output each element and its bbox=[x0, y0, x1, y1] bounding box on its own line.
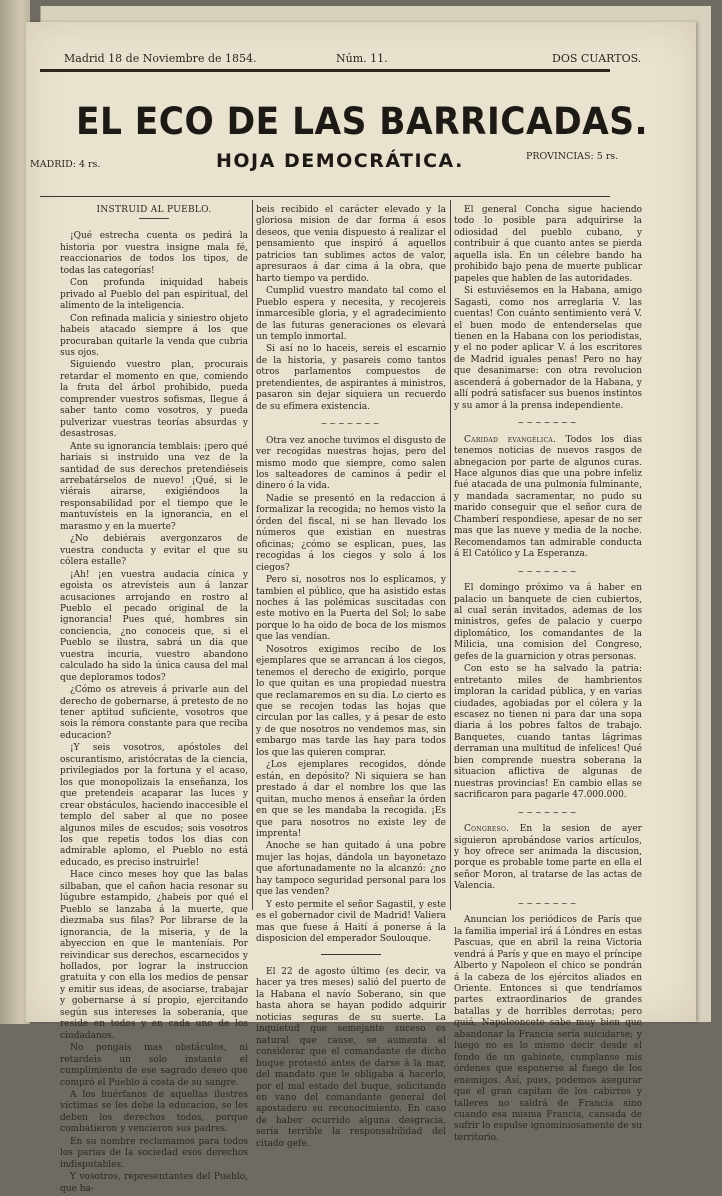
column-rule bbox=[450, 200, 451, 910]
paragraph: No pongais mas obstáculos, ni retardeis un solo instante el cumplimiento de ese sagrado deseo que compró el Pueblo á costa de su sangre. bbox=[60, 1043, 248, 1088]
section-label: Congreso. bbox=[464, 824, 510, 835]
paragraph: El general Concha sigue haciendo todo lo posible para adquirirse la odiosidad del pueblo cubano, y contribuir á que cuanto antes se pierda aquella isla. En un célebre bando ha prohibido bajo pena de muerte publicar papeles que hablen de las autoridades. bbox=[454, 205, 642, 284]
column-1 bbox=[60, 205, 248, 1196]
paragraph: Hace cinco meses hoy que las balas silbaban, que el cañon hacia resonar su lúgubre estampido, ¿habeis por qué el Pueblo se lanzaba á la muerte, que diezmaba sus filas? Por librarse de la ignorancia, de la miseria, y de la abyeccion en que le manteníais. Por reivindicar sus derechos, escarnecidos y hollados, por lograr la instruccion gratuita y con ella los medios de pensar y emitir sus ideas, de asociarse, trabajar y gobernarse á sí propio, ejercitando según sus intereses la soberanía, que reside en todos y en cada uno de los ciudadanos. bbox=[60, 870, 248, 1041]
paragraph bbox=[454, 824, 642, 893]
divider bbox=[256, 950, 446, 961]
paragraph: Y esto permite el señor Sagastil, y este es el gobernador civil de Madrid! Valiera mas que fuese á Haití á ponerse á la disposicion del emperador Soulouque. bbox=[256, 899, 446, 945]
paragraph: ¡Qué estrecha cuenta os pedirá la historia por vuestra insigne mala fé, reaccionarios de todos los tipos, de todas las categorías! bbox=[60, 231, 248, 276]
header-divider bbox=[40, 196, 610, 197]
ornament-divider: ~~~~~~~ bbox=[320, 419, 382, 429]
paragraph: Nosotros exigimos recibo de los ejemplares que se arrancan á los ciegos, tenemos el derecho de exigirlo, porque lo que quitan es una propiedad nuestra que reclamaremos en su dia. Lo cierto es que se recojen todas las hojas que circulan por las calles, y á pesar de esto y de que nosotros no vendemos mas, sin embargo mas tarde las hay para todos los que las quieren comprar. bbox=[256, 644, 446, 758]
paragraph: Siguiendo vuestro plan, procurais retardar el momento en que, comiendo la fruta del árbol prohibido, pueda comprender vuestros sofismas, llegue á saber tanto como vosotros, y pueda pulverizar vuestras teorías absurdas y desastrosas. bbox=[60, 360, 248, 440]
issue-price: DOS CUARTOS. bbox=[552, 52, 642, 65]
paragraph: ¿No debiérais avergonzaros de vuestra conducta y evitar el que su cólera estalle? bbox=[60, 534, 248, 568]
paragraph: Nadie se presentó en la redaccion á formalizar la recogida; no hemos visto la órden del fiscal, ni se han llevado los números que existian en nuestras oficinas; ¿cómo se esplican, pues, las recogidas á los ciegos y solo á los ciegos? bbox=[256, 493, 446, 573]
section-label: Caridad evangélica. bbox=[464, 434, 557, 445]
paragraph: El 22 de agosto último (es decir, va hacer ya tres meses) salió del puerto de la Habana el navío Soberano, sin que hasta ahora se hayan podido adquirir noticias seguras de su suerte. La inquietud que semejante suceso es natural que cause, se aumenta al considerar que el comandante de dicho buque protestó antes de darse á la mar, del mandato que le obligaba á hacerlo, por el mal estado del buque, solicitando en vano del comandante general del apostadero su reconocimiento. En caso de haber ocurrido alguna desgracia, sería terrible la responsabilidad del citado gefe. bbox=[256, 967, 446, 1149]
paragraph: Anoche se han quitado á una pobre mujer las hojas, dándola un bayonetazo que afortunadamente no la alcanzó: ¿no hay tampoco seguridad personal para los que las venden? bbox=[256, 841, 446, 898]
paragraph bbox=[454, 435, 642, 561]
paragraph-text: Todos los dias tenemos noticias de nuevos rasgos de abnegacion por parte de algunos curas. Hace algunos dias que una pobre infeliz fué atacada de una pulmonía fulminante, y mandada sacramentar, no pudo su marido conseguir que el señor cura de Chamberí respondiese, apesar de no ser mas que las nueve y media de la noche. Recomendamos tan admirable conducta á El Católico y La Esperanza. bbox=[454, 434, 642, 560]
paragraph: Con refinada malicia y siniestro objeto habeis atacado siempre á los que procuraban quitarle la venda que cubria sus ojos. bbox=[60, 313, 248, 358]
paragraph: Otra vez anoche tuvimos el disgusto de ver recogidas nuestras hojas, pero del mismo modo que siempre, como salen los salteadores de caminos á pedir el dinero ó la vida. bbox=[256, 435, 446, 492]
masthead-rule bbox=[40, 69, 610, 72]
ornament-divider: ~~~~~~~ bbox=[517, 566, 579, 576]
paragraph: beis recibido el carácter elevado y la gloriosa mision de dar forma á esos deseos, que venia dispuesto á realizar el pensamiento que inspiró á aquellos patricios tan sublimes actos de valor, apresuraos á dar cima á la obra, que harto tiempo va perdido. bbox=[256, 205, 446, 284]
ornament-divider: ~~~~~~~ bbox=[517, 418, 579, 428]
paragraph: ¡Ah! ¡en vuestra audacia cínica y egoista os atrevísteis aun á lanzar acusaciones arrojando en rostro al Pueblo el pecado original de la ignorancia! Pues qué, hombres sin conciencia, ¿no conoceis que, si el Pueblo se ilustra, sabrá un dia que vuestra incuria, vuestro abandono calculado ha sido la única causa del mal que deploramos todos? bbox=[60, 569, 248, 683]
paragraph: ¿Los ejemplares recogidos, dónde están, en depósito? Ni siquiera se han prestado á dar el nombre los que las quitan, mucho menos á enseñar la órden en que se les mandaba la recogida. ¡Es que para nosotros no existe ley de imprenta! bbox=[256, 760, 446, 840]
paragraph: En su nombre reclamamos para todos los parias de la sociedad esos derechos indisputables. bbox=[60, 1136, 248, 1170]
paragraph: Si así no lo haceis, sereis el escarnio de la historia, y pasareis como tantos otros parlamentos compuestos de pretendientes, de aspirantes á ministros, pasaron sin dejar siquiera un recuerdo de su efímera existencia. bbox=[256, 344, 446, 412]
paragraph-text: En la sesion de ayer siguieron aprobándose varios artículos, y hoy ofrece ser animada la discusion, porque es probable tome parte en ella el señor Moron, al tratarse de las actas de Valencia. bbox=[454, 824, 642, 892]
paragraph: Anuncian los periódicos de París que la familia imperial irá á Lóndres en estas Pascuas, que en abril la reina Victoria vendrá á París y que en mayo el príncipe Alberto y Napoleon el chico se pondrán á la cabeza de los ejércitos aliados en Oriente. Entonces si que tendríamos partes extraordinarios de grandes batallas y de horribles derrotas; pero quiá, Napoleoncete sabe muy bien que abandonar la Francia sería suicidarse; y luego no es lo mismo decir desde el fondo de un gabinete, cumplanse mis órdenes que esponerse al fuego de los enemigos. Así, pues, podemos asegurar que el gran capitan de los cabirros y talleres no saldrá de Francia sino cuando esa misma Francia, cansada de sufrir lo espulse ignominiosamente de su territorio. bbox=[454, 915, 642, 1143]
newspaper-subtitle: HOJA DEMOCRÁTICA. bbox=[216, 150, 464, 172]
price-provinces: PROVINCIAS: 5 rs. bbox=[526, 151, 619, 162]
paragraph: Pero si, nosotros nos lo esplicamos, y tambien el público, que ha asistido estas noches á las polémicas suscitadas con este motivo en la Puerta del Sol; lo sabe porque lo ha oido de boca de los mismos que las vendían. bbox=[256, 575, 446, 643]
column-3 bbox=[454, 205, 642, 1145]
paragraph: Ante su ignorancia temblais: ¡pero qué hariais si instruido una vez de la santidad de sus derechos pretendiéseis arrebatárselos de nuevo! ¡Qué, si le viérais airarse, exigiéndoos la responsabilidad por el tiempo que le mantuvísteis en la ignorancia, en el marasmo y en la muerte? bbox=[60, 441, 248, 532]
ornament-divider: ~~~~~~~ bbox=[517, 807, 579, 817]
paragraph: Si estuviésemos en la Habana, amigo Sagasti, como nos arreglaria V. las cuentas! Con cuánto sentimiento verá V. el buen modo de entenderselas que tienen en la Habana con los periodistas, y el no poder aplicar V. á los escritores de Madrid iguales penas! Pero no hay que desanimarse: con otra revolucion ascenderá á gobernador de la Habana, y allí podrá satisfacer sus buenos instintos y su amor á la prensa independiente. bbox=[454, 286, 642, 411]
newspaper-title: EL ECO DE LAS BARRICADAS. bbox=[76, 100, 648, 143]
issue-date: Madrid 18 de Noviembre de 1854. bbox=[64, 52, 257, 65]
column-rule bbox=[252, 200, 253, 910]
paragraph: El domingo próximo va á haber en palacio un banquete de cien cubiertos, al cual serán invitados, ademas de los ministros, gefes de palacio y cuerpo diplomático, los comandantes de la Milicia, una comision del Congreso, gefes de la guarnicion y otras personas. bbox=[454, 583, 642, 662]
heading-rule bbox=[139, 218, 169, 219]
issue-number: Núm. 11. bbox=[336, 52, 388, 65]
article-heading: INSTRUID AL PUEBLO. bbox=[96, 205, 212, 215]
ornament-divider: ~~~~~~~ bbox=[517, 898, 579, 908]
column-2 bbox=[256, 205, 446, 1151]
paragraph: Cumplid vuestro mandato tal como el Pueblo espera y necesita, y recojereis inmarcesible gloria, y el agradecimiento de las futuras generaciones os elevará un templo inmortal. bbox=[256, 286, 446, 342]
paragraph: ¡Y seis vosotros, apóstoles del oscurantismo, aristócratas de la ciencia, privilegiados por la fortuna y el acaso, los que monopolizais la enseñanza, los que pretendeis acaparar las luces y crear obstáculos, haciendo inaccesible el templo del saber al que no posee algunos miles de escudos; sois vosotros los que repetis todos los dias con admirable aplomo, el Pueblo no está educado, es preciso instruirle! bbox=[60, 743, 248, 868]
paragraph: Y vosotros, representantes del Pueblo, que ha- bbox=[60, 1172, 248, 1194]
paragraph: Con esto se ha salvado la patria: entretanto miles de hambrientos imploran la caridad pública, y en varias ciudades, agobiadas por el cólera y la escasez no tienen ni para dar una sopa diaria á los pobres faltos de trabajo. Banquetes, cuando tantas lágrimas derraman una multitud de infelices! Qué bien comprende nuestra soberana la situacion aflictiva de algunas de nuestras provincias! En cambio ellas se sacrificaron para pagarle 47.000.000. bbox=[454, 664, 642, 801]
paragraph: Con profunda iniquidad habeis privado al Pueblo del pan espiritual, del alimento de la inteligencia. bbox=[60, 278, 248, 312]
price-madrid: MADRID: 4 rs. bbox=[30, 159, 101, 170]
paragraph: A los huérfanos de aquellas ilustres víctimas se les debe la educacion, se les deben los derechos todos, porque combatieron y vencieron sus padres. bbox=[60, 1089, 248, 1135]
paragraph: ¿Cómo os atreveis á privarle aun del derecho de gobernarse, á pretesto de no tener aptitud suficiente, vosotros que sois la rémora constante para que reciba educacion? bbox=[60, 685, 248, 741]
